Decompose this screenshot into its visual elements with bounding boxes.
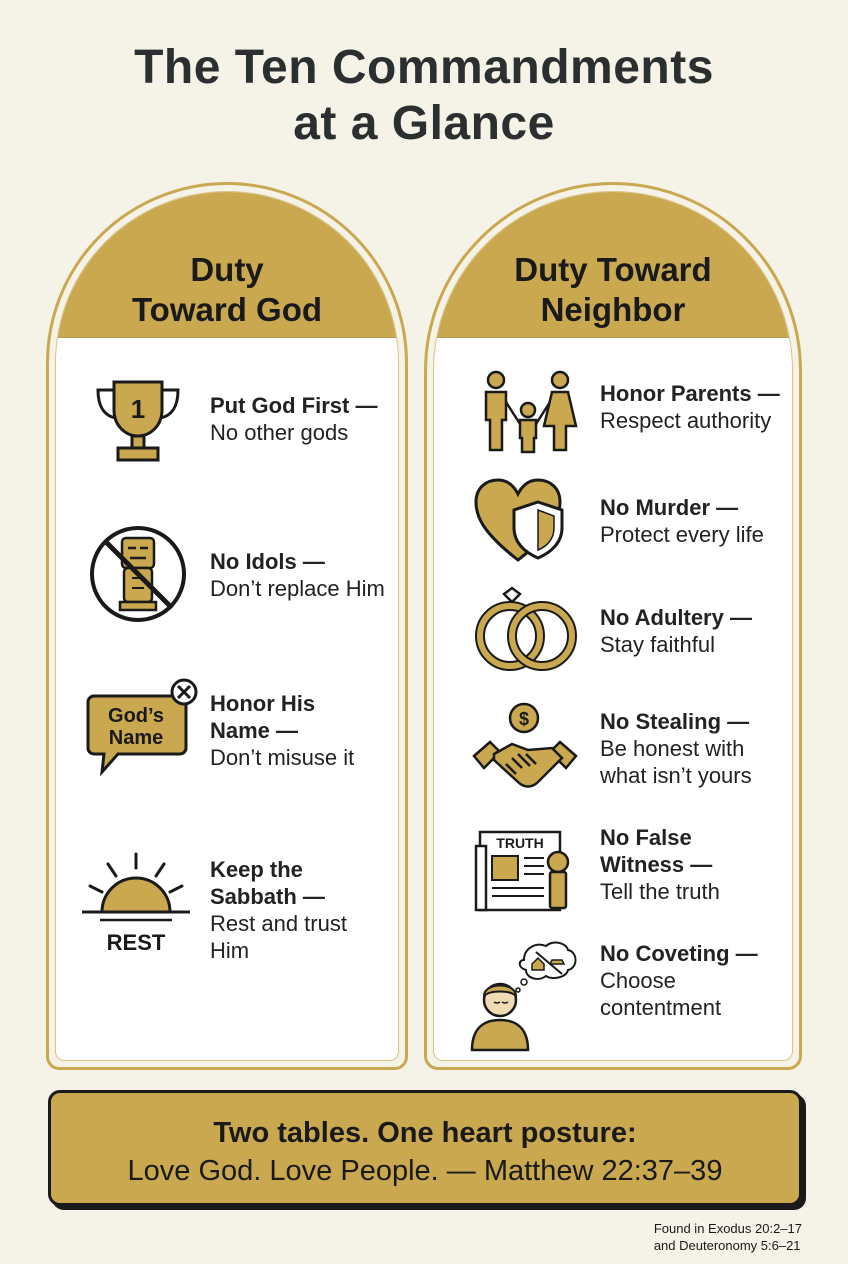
commandment-honor-parents: [434, 364, 793, 456]
tablet-duty-toward-neighbor: [424, 182, 802, 1070]
banner-subline: Love God. Love People. — Matthew 22:37–39: [127, 1155, 723, 1187]
thinking-person-icon: [470, 938, 582, 1052]
tablet-heading-line1: Duty: [190, 251, 264, 288]
commandment-desc: Don’t replace Him: [210, 576, 385, 601]
page-title: [0, 40, 848, 152]
commandment-label: Put God First —: [210, 393, 378, 418]
commandment-no-stealing: [434, 694, 793, 802]
commandment-desc: Protect every life: [600, 522, 764, 547]
newspaper-headline: TRUTH: [496, 835, 544, 851]
commandment-text: [600, 494, 764, 548]
source-footnote: [654, 1220, 802, 1254]
tablet-heading-line2: Toward God: [131, 291, 323, 328]
sunrise-icon: [78, 846, 194, 958]
footnote-line2: and Deuteronomy 5:6–21: [653, 1238, 801, 1253]
commandment-desc: No other gods: [210, 420, 349, 445]
commandment-desc-line2: what isn’t yours: [600, 763, 752, 788]
trophy-icon: [90, 376, 186, 466]
commandment-text: [600, 604, 752, 658]
commandment-desc: Respect authority: [600, 408, 772, 433]
tablet-heading: [434, 250, 792, 330]
commandment-text: [600, 940, 758, 1021]
banner-headline: Two tables. One heart posture:: [213, 1117, 637, 1149]
commandment-text: [210, 548, 385, 602]
commandment-label: No Idols —: [210, 549, 325, 574]
commandment-label-line2: Name —: [210, 718, 299, 743]
tablet-duty-toward-god: [46, 182, 408, 1070]
commandment-label-line2: Sabbath —: [210, 884, 325, 909]
commandment-put-god-first: [56, 368, 399, 468]
commandment-honor-his-name: [56, 676, 399, 786]
commandment-no-coveting: [434, 938, 793, 1054]
commandment-label-line2: Witness —: [600, 852, 713, 877]
tablet-inner: [55, 191, 399, 1061]
tablet-header: [434, 192, 792, 338]
trophy-number: 1: [130, 394, 146, 424]
bubble-text-line2: Name: [108, 727, 164, 749]
commandment-label: No Adultery —: [600, 605, 752, 630]
commandment-desc: Choose: [600, 968, 676, 993]
commandment-desc: Be honest with: [600, 736, 745, 761]
coin-symbol: $: [518, 709, 530, 729]
commandment-desc: Stay faithful: [600, 632, 715, 657]
wedding-rings-icon: [474, 586, 580, 672]
page-title-line1: The Ten Commandments: [134, 41, 714, 94]
commandment-text: [600, 708, 752, 789]
sunrise-rest-label: REST: [106, 930, 166, 955]
bubble-text-line1: God’s: [108, 705, 164, 727]
commandment-no-adultery: [434, 586, 793, 678]
page-title-line2: at a Glance: [293, 97, 555, 150]
commandment-text: [210, 392, 377, 446]
commandment-text: [600, 380, 780, 434]
handshake-icon: [472, 698, 578, 796]
commandment-label: No Coveting —: [600, 941, 758, 966]
family-icon: [472, 368, 584, 454]
summary-banner: [48, 1090, 802, 1206]
commandment-label: Keep the: [210, 857, 303, 882]
commandment-text: [210, 856, 347, 964]
commandment-no-idols: [56, 518, 399, 628]
commandment-desc: Tell the truth: [600, 879, 720, 904]
commandment-no-murder: [434, 476, 793, 568]
no-idol-icon: [86, 522, 190, 626]
commandment-no-false-witness: [434, 822, 793, 922]
commandment-keep-sabbath: [56, 842, 399, 962]
commandment-label: Honor Parents —: [600, 381, 780, 406]
footnote-line1: Found in Exodus 20:2–17: [653, 1221, 802, 1236]
commandment-label: No Murder —: [600, 495, 739, 520]
newspaper-microphone-icon: [474, 826, 576, 920]
commandment-label: No False: [600, 825, 692, 850]
commandment-text: [600, 824, 720, 905]
commandment-desc: Rest and trust: [210, 911, 347, 936]
speech-bubble-icon: [84, 676, 204, 780]
tablet-heading-line1: Duty Toward: [514, 251, 712, 288]
tablet-heading: [56, 250, 398, 330]
tablet-heading-line2: Neighbor: [540, 291, 686, 328]
commandment-desc-line2: Him: [210, 938, 250, 963]
tablet-inner: [433, 191, 793, 1061]
tablet-header: [56, 192, 398, 338]
commandment-desc-line2: contentment: [600, 995, 722, 1020]
heart-shield-icon: [472, 476, 572, 564]
commandment-label: Honor His: [210, 691, 316, 716]
commandment-text: [210, 690, 354, 771]
commandment-desc: Don’t misuse it: [210, 745, 355, 770]
commandment-label: No Stealing —: [600, 709, 750, 734]
